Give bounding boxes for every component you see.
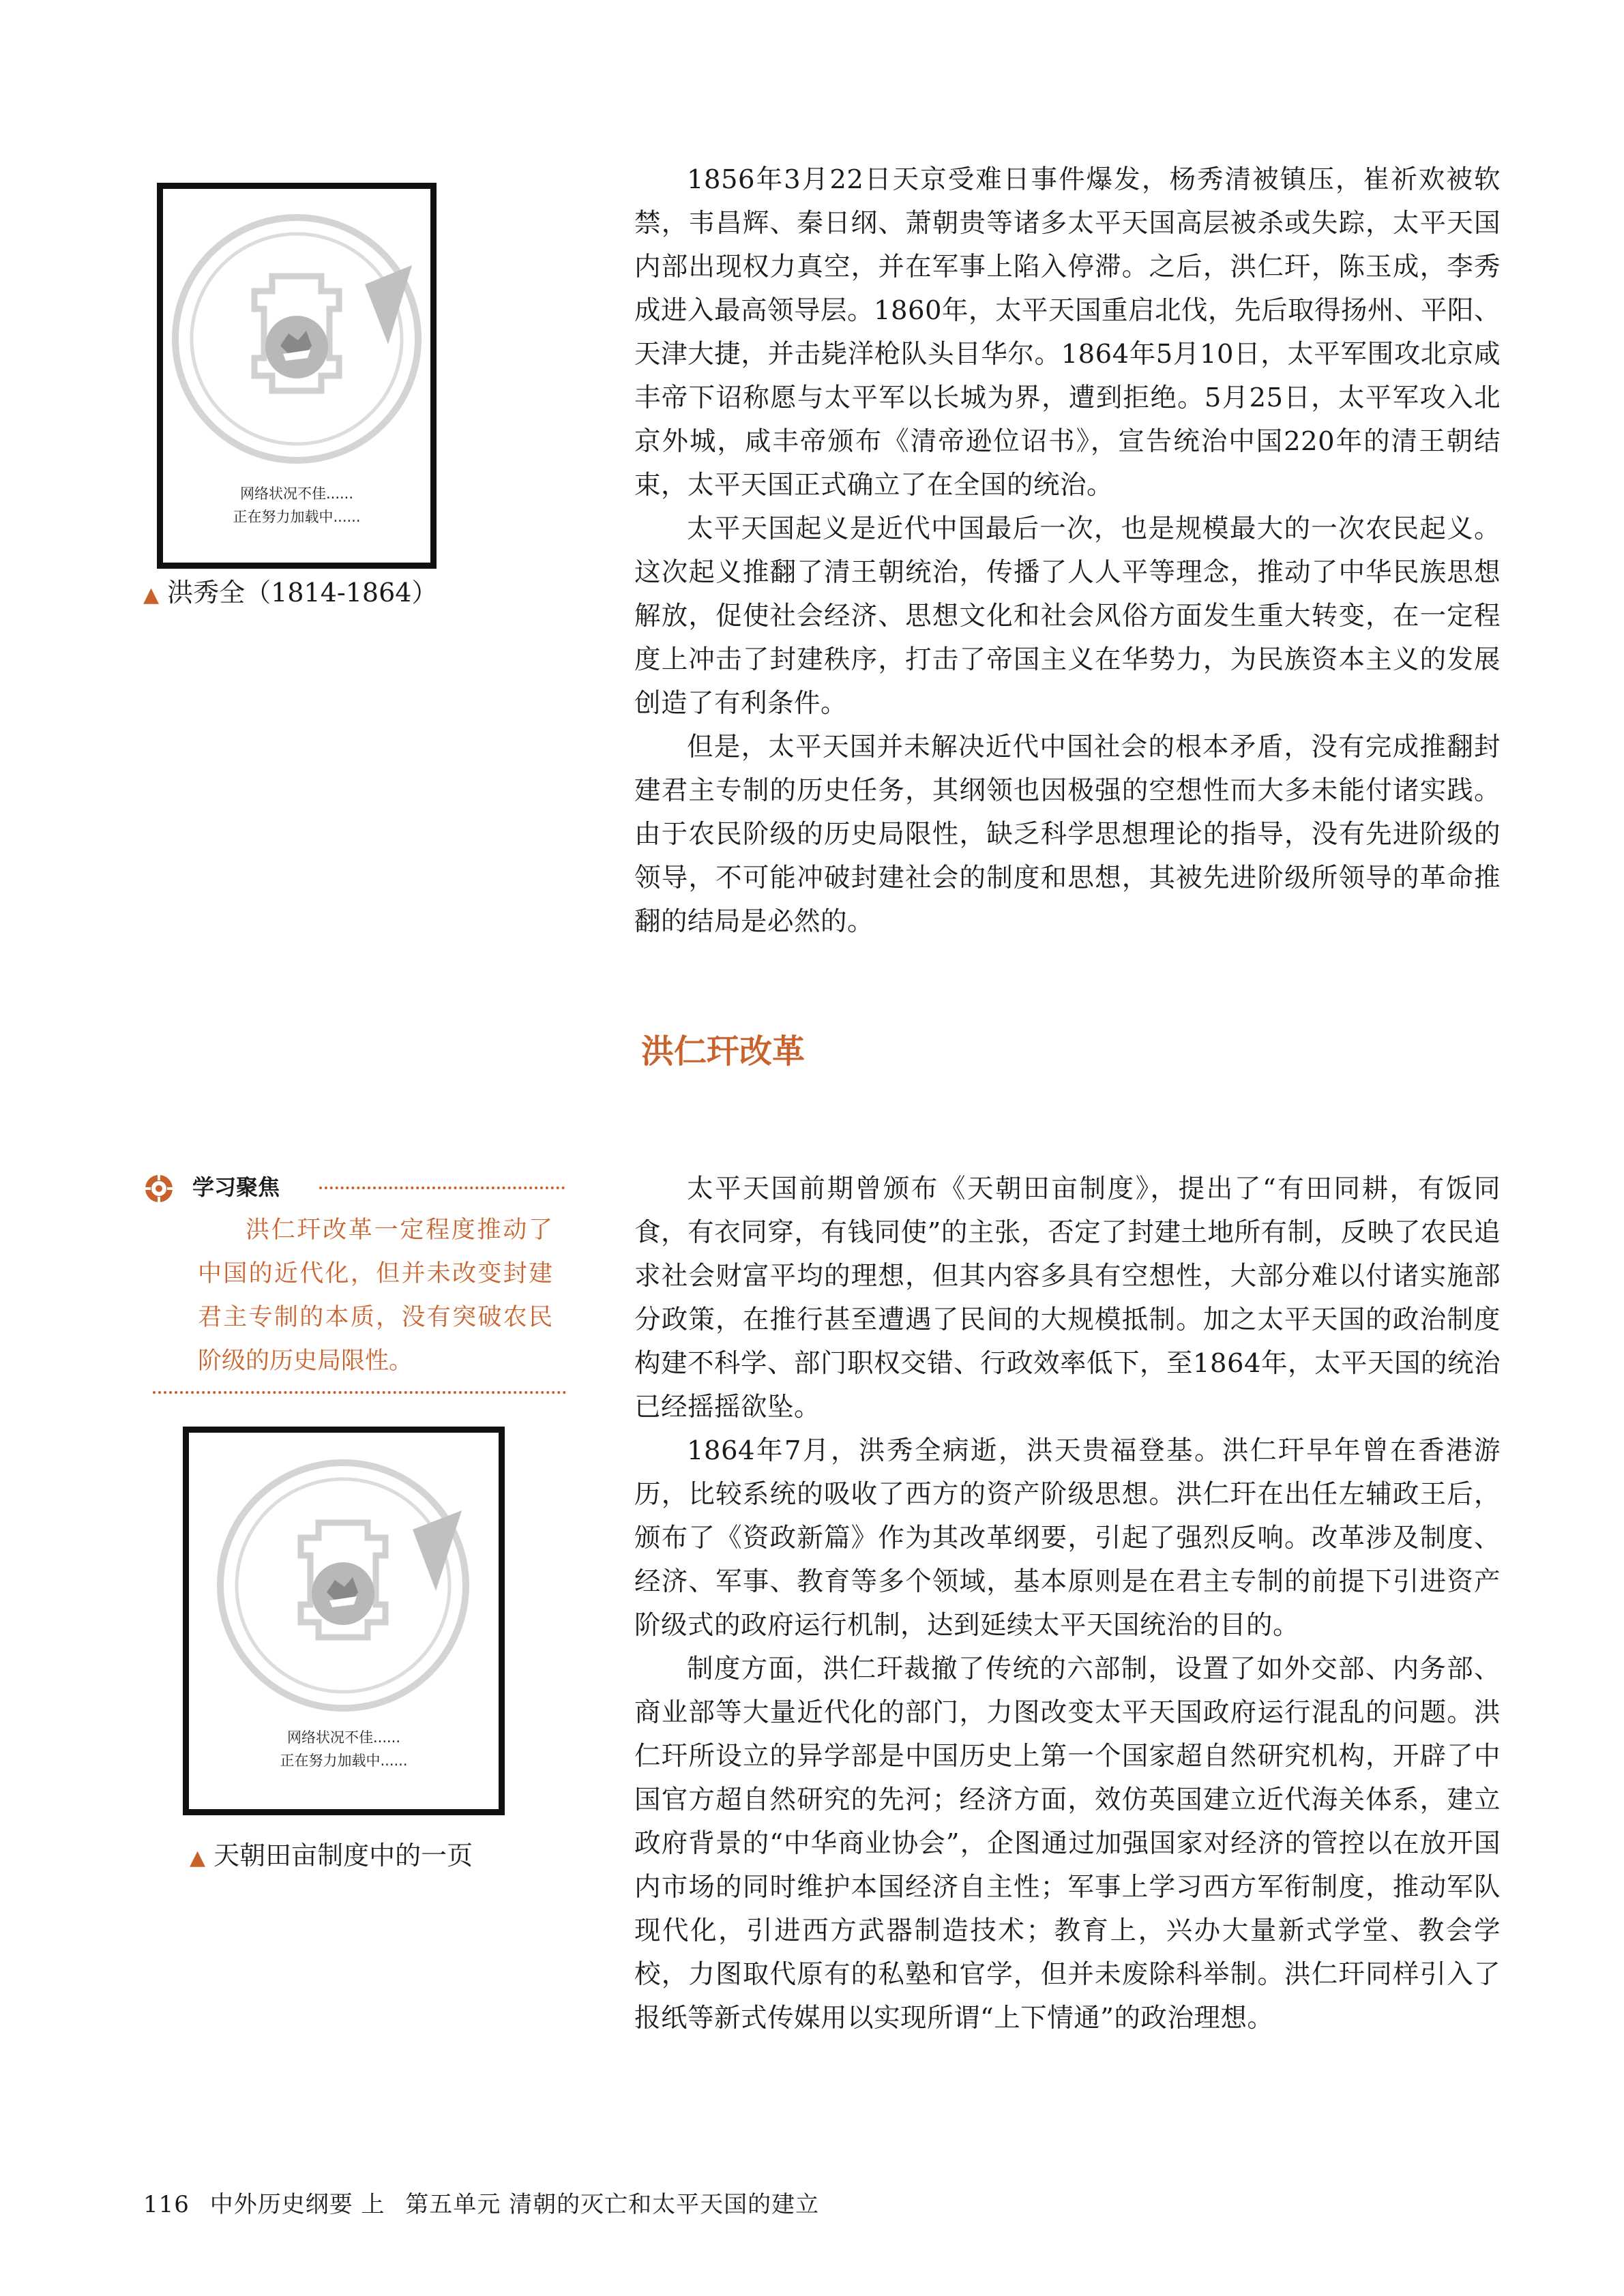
focus-target-icon (143, 1173, 175, 1204)
article-block-1 (634, 158, 1501, 944)
document-image-placeholder (183, 1427, 505, 1815)
unit-title: 第五单元 清朝的灭亡和太平天国的建立 (405, 2191, 820, 2218)
paragraph: 1864年7月，洪秀全病逝，洪天贵福登基。洪仁玕早年曾在香港游历，比较系统的吸收了西方的资产阶级思想。洪仁玕在出任左辅政王后，颁布了《资政新篇》作为其改革纲要，引起了强烈反响。改革涉及制度、经济、军事、教育等多个领域，基本原则是在君主专制的前提下引进资产阶级式的政府运行机制，达到延续太平天国统治的目的。 (634, 1435, 1501, 1641)
caption-text: 洪秀全（1814-1864） (167, 578, 438, 608)
loading-message (163, 482, 430, 528)
book-title: 中外历史纲要 上 (209, 2191, 385, 2218)
study-focus-box (143, 1166, 573, 1398)
paragraph: 制度方面，洪仁玕裁撤了传统的六部制，设置了如外交部、内务部、商业部等大量近代化的部门，力图改变太平天国政府运行混乱的问题。洪仁玕所设立的异学部是中国历史上第一个国家超自然研究机构，开辟了中国官方超自然研究的先河；经济方面，效仿英国建立近代海关体系，建立政府背景的“中华商业协会”，企图通过加强国家对经济的管控以在放开国内市场的同时维护本国经济自主性；军事上学习西方军衔制度，推动军队现代化，引进西方武器制造技术；教育上，兴办大量新式学堂、教会学校，力图取代原有的私塾和官学，但并未废除科举制。洪仁玕同样引入了报纸等新式传媒用以实现所谓“上下情通”的政治理想。 (634, 1654, 1501, 2033)
paragraph: 太平天国起义是近代中国最后一次，也是规模最大的一次农民起义。这次起义推翻了清王朝统治，传播了人人平等理念，推动了中华民族思想解放，促使社会经济、思想文化和社会风俗方面发生重大转变，在一定程度上冲击了封建秩序，打击了帝国主义在华势力，为民族资本主义的发展创造了有利条件。 (634, 513, 1501, 719)
loading-line-1: 网络状况不佳...... (286, 1729, 401, 1746)
triangle-up-icon: ▲ (190, 1846, 206, 1870)
dotted-divider (153, 1391, 566, 1394)
triangle-up-icon: ▲ (143, 583, 160, 607)
study-focus-text: 洪仁玕改革一定程度推动了中国的近代化，但并未改变封建君主专制的本质，没有突破农民阶级的历史局限性。 (198, 1217, 552, 1375)
article-block-2 (634, 1167, 1501, 2040)
loading-line-1: 网络状况不佳...... (239, 486, 354, 502)
page-footer (143, 2188, 831, 2222)
caption-text: 天朝田亩制度中的一页 (213, 1840, 473, 1870)
page-number: 116 (143, 2191, 190, 2218)
paragraph: 太平天国前期曾颁布《天朝田亩制度》，提出了“有田同耕，有饭同食，有衣同穿，有钱同使”的主张，否定了封建土地所有制，反映了农民追求社会财富平均的理想，但其内容多具有空想性，大部分难以付诸实施部分政策，在推行甚至遭遇了民间的大规模抵制。加之太平天国的政治制度构建不科学、部门职权交错、行政效率低下，至1864年，太平天国的统治已经摇摇欲坠。 (634, 1174, 1501, 1422)
loading-message (189, 1726, 499, 1772)
portrait-image-placeholder (157, 183, 437, 569)
photo-caption (143, 574, 437, 614)
loading-line-2: 正在努力加载中...... (280, 1753, 408, 1769)
section-heading: 洪仁玕改革 (641, 1032, 806, 1071)
loading-line-2: 正在努力加载中...... (233, 509, 361, 525)
dotted-divider (319, 1187, 565, 1189)
study-focus-title: 学习聚焦 (192, 1174, 280, 1200)
paragraph: 1856年3月22日天京受难日事件爆发，杨秀清被镇压，崔祈欢被软禁，韦昌辉、秦日纲、萧朝贵等诸多太平天国高层被杀或失踪，太平天国内部出现权力真空，并在军事上陷入停滞。之后，洪仁玕，陈玉成，李秀成进入最高领导层。1860年，太平天国重启北伐，先后取得扬州、平阳、天津大捷，并击毙洋枪队头目华尔。1864年5月10日，太平军围攻北京咸丰帝下诏称愿与太平军以长城为界，遭到拒绝。5月25日，太平军攻入北京外城，咸丰帝颁布《清帝逊位诏书》，宣告统治中国220年的清王朝结束，太平天国正式确立了在全国的统治。 (634, 164, 1501, 501)
photo-caption (190, 1837, 473, 1877)
paragraph: 但是，太平天国并未解决近代中国社会的根本矛盾，没有完成推翻封建君主专制的历史任务，其纲领也因极强的空想性而大多未能付诸实践。由于农民阶级的历史局限性，缺乏科学思想理论的指导，没有先进阶级的领导，不可能冲破封建社会的制度和思想，其被先进阶级所领导的革命推翻的结局是必然的。 (634, 732, 1501, 937)
